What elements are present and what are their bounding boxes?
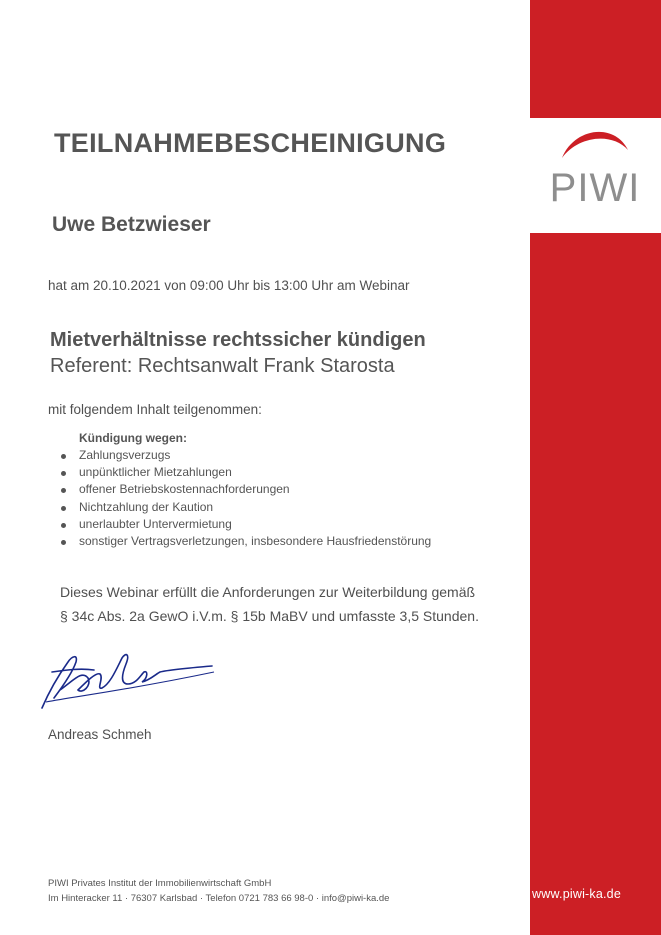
signature [38, 650, 218, 712]
participant-name: Uwe Betzwieser [52, 213, 211, 236]
list-item: unpünktlicher Mietzahlungen [58, 464, 431, 481]
intro-text: mit folgendem Inhalt teilgenommen: [48, 402, 262, 417]
speaker-line: Referent: Rechtsanwalt Frank Starosta [50, 355, 395, 377]
date-line: hat am 20.10.2021 von 09:00 Uhr bis 13:00 Uhr am Webinar [48, 278, 410, 293]
side-band-bottom [530, 233, 661, 935]
footer-website: www.piwi-ka.de [532, 887, 621, 901]
list-item: Zahlungsverzugs [58, 447, 431, 464]
requirement-text-line-2: § 34c Abs. 2a GewO i.V.m. § 15b MaBV und umfasste 3,5 Stunden. [60, 608, 479, 624]
requirement-text-line-1: Dieses Webinar erfüllt die Anforderungen zur Weiterbildung gemäß [60, 584, 476, 600]
signer-name: Andreas Schmeh [48, 727, 152, 742]
content-heading: Kündigung wegen: [79, 431, 187, 445]
list-item: unerlaubter Untervermietung [58, 516, 431, 533]
list-item: Nichtzahlung der Kaution [58, 499, 431, 516]
footer-company: PIWI Privates Institut der Immobilienwirtschaft GmbH [48, 878, 272, 889]
list-item: sonstiger Vertragsverletzungen, insbesondere Hausfriedenstörung [58, 533, 431, 550]
list-item: offener Betriebskostennachforderungen [58, 481, 431, 498]
logo-text: PIWI [549, 166, 641, 210]
certificate-title: TEILNAHMEBESCHEINIGUNG [54, 128, 447, 158]
footer-address: Im Hinteracker 11 · 76307 Karlsbad · Telefon 0721 783 66 98-0 · info@piwi-ka.de [48, 893, 390, 904]
side-band-top [530, 0, 661, 118]
course-title: Mietverhältnisse rechtssicher kündigen [50, 329, 426, 351]
content-list [58, 447, 431, 550]
logo-arc-icon [560, 126, 630, 160]
